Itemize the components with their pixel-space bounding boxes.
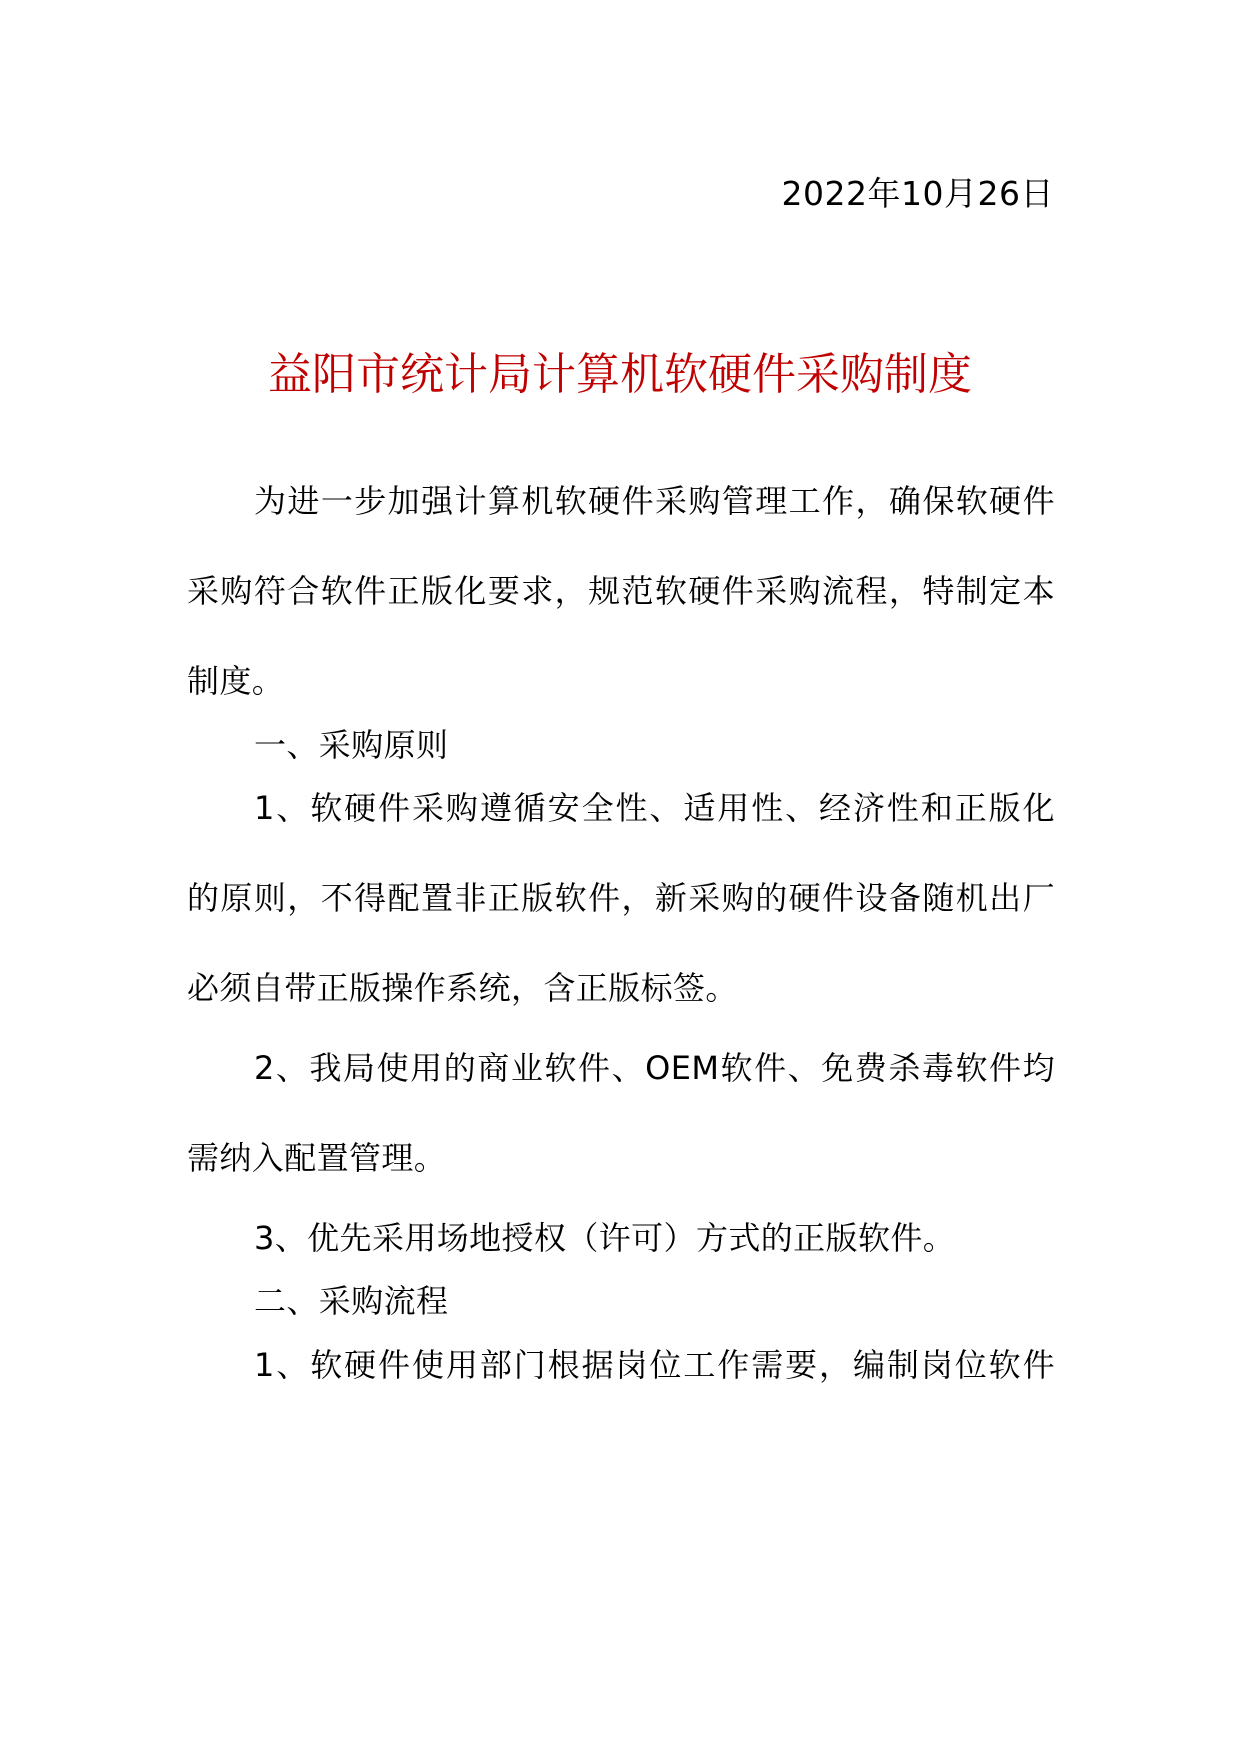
section-heading-principles: 一、采购原则 bbox=[254, 726, 449, 764]
principle-2-line-2: 需纳入配置管理。 bbox=[187, 1139, 447, 1177]
principle-1-line-3: 必须自带正版操作系统，含正版标签。 bbox=[187, 969, 738, 1007]
document-date: 2022年10月26日 bbox=[781, 174, 1054, 213]
intro-line-3: 制度。 bbox=[187, 662, 285, 700]
document-title: 益阳市统计局计算机软硬件采购制度 bbox=[268, 349, 972, 400]
intro-line-2: 采购符合软件正版化要求，规范软硬件采购流程，特制定本 bbox=[187, 572, 1055, 610]
process-1-line-1: 1、软硬件使用部门根据岗位工作需要，编制岗位软件 bbox=[254, 1346, 1055, 1384]
section-heading-process: 二、采购流程 bbox=[254, 1282, 449, 1320]
intro-line-1: 为进一步加强计算机软硬件采购管理工作，确保软硬件 bbox=[254, 482, 1055, 520]
principle-3-line-1: 3、优先采用场地授权（许可）方式的正版软件。 bbox=[254, 1219, 956, 1257]
principle-2-line-1: 2、我局使用的商业软件、OEM软件、免费杀毒软件均 bbox=[254, 1049, 1055, 1087]
principle-1-line-2: 的原则，不得配置非正版软件，新采购的硬件设备随机出厂 bbox=[187, 879, 1055, 917]
principle-1-line-1: 1、软硬件采购遵循安全性、适用性、经济性和正版化 bbox=[254, 789, 1055, 827]
